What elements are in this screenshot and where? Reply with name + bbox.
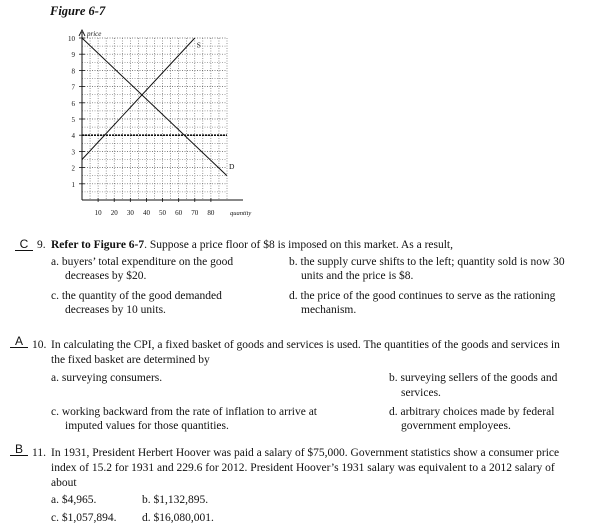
demand-label: D xyxy=(229,162,235,172)
x-tick-label: 20 xyxy=(110,209,118,217)
question-9-stem xyxy=(51,238,453,252)
y-tick-label: 10 xyxy=(68,35,75,43)
question-11-stem-line3: about xyxy=(51,477,77,489)
x-tick-label: 30 xyxy=(126,209,134,217)
x-tick-label: 10 xyxy=(94,209,102,217)
x-tick-label: 40 xyxy=(142,209,150,217)
q9-stem-text: . Suppose a price floor of $8 is imposed on this market. As a result, xyxy=(144,239,453,251)
q9-option-a-line2: decreases by $20. xyxy=(65,270,147,282)
answer-q9: C xyxy=(15,238,33,251)
answer-q11: B xyxy=(10,443,28,456)
x-tick-label: 50 xyxy=(159,209,167,217)
q9-option-b-line2: units and the price is $8. xyxy=(301,270,414,282)
y-tick-label: 5 xyxy=(71,116,75,124)
q11-option-d: d. $16,080,001. xyxy=(142,512,214,524)
question-number-11: 11. xyxy=(32,447,46,459)
question-11-stem-line2: index of 15.2 for 1931 and 229.6 for 2012. President Hoover’s 1931 salary was equivalent to a 2012 salary of xyxy=(51,462,555,474)
question-11-stem-line1: In 1931, President Herbert Hoover was paid a salary of $75,000. Government statistics show a consumer price xyxy=(51,447,560,459)
q11-option-a: a. $4,965. xyxy=(51,494,97,506)
x-tick-label: 60 xyxy=(175,209,183,217)
q9-figure-ref: Refer to Figure 6-7 xyxy=(51,239,145,251)
q10-option-c-line1: c. working backward from the rate of inflation to arrive at xyxy=(51,406,317,418)
figure-title: Figure 6-7 xyxy=(50,4,106,18)
y-axis-label: price xyxy=(87,30,102,38)
y-tick-label: 9 xyxy=(71,51,75,60)
q9-option-d-line2: mechanism. xyxy=(301,304,357,316)
figure-6-7-chart xyxy=(55,28,265,223)
question-number-10: 10. xyxy=(32,339,47,351)
question-10-stem-line2: the fixed basket are determined by xyxy=(51,354,210,366)
chart-axes xyxy=(79,30,243,202)
question-10-stem-line1: In calculating the CPI, a fixed basket of goods and services is used. The quantities of the goods and services in xyxy=(51,339,560,351)
q10-option-d-line1: d. arbitrary choices made by federal xyxy=(389,406,555,418)
q11-option-b: b. $1,132,895. xyxy=(142,494,209,506)
y-tick-label: 3 xyxy=(71,148,75,157)
q10-option-a: a. surveying consumers. xyxy=(51,372,163,384)
y-tick-label: 7 xyxy=(71,83,75,92)
question-number-9: 9. xyxy=(37,239,46,251)
q9-option-c-line2: decreases by 10 units. xyxy=(65,304,166,316)
y-tick-label: 1 xyxy=(71,180,75,189)
x-axis-label: quantity xyxy=(230,210,252,217)
chart-grid xyxy=(82,38,227,200)
q10-option-c-line2: imputed values for those quantities. xyxy=(65,420,229,432)
y-tick-label: 8 xyxy=(71,67,75,76)
q9-option-b-line1: b. the supply curve shifts to the left; quantity sold is now 30 xyxy=(289,256,565,268)
y-tick-label: 6 xyxy=(71,99,75,108)
q10-option-b-line2: services. xyxy=(401,387,441,399)
supply-label: S xyxy=(196,40,201,50)
x-tick-label: 70 xyxy=(191,209,199,217)
q10-option-d-line2: government employees. xyxy=(401,420,511,432)
q10-option-b-line1: b. surveying sellers of the goods and xyxy=(389,372,558,384)
answer-q10: A xyxy=(10,335,28,348)
chart-labels xyxy=(68,30,251,217)
q9-option-d-line1: d. the price of the good continues to serve as the rationing xyxy=(289,290,556,302)
x-tick-label: 80 xyxy=(207,209,215,217)
q9-option-a-line1: a. buyers’ total expenditure on the good xyxy=(51,256,234,268)
q11-option-c: c. $1,057,894. xyxy=(51,512,117,524)
y-tick-label: 4 xyxy=(71,132,75,141)
y-tick-label: 2 xyxy=(71,164,75,173)
q9-option-c-line1: c. the quantity of the good demanded xyxy=(51,290,222,302)
